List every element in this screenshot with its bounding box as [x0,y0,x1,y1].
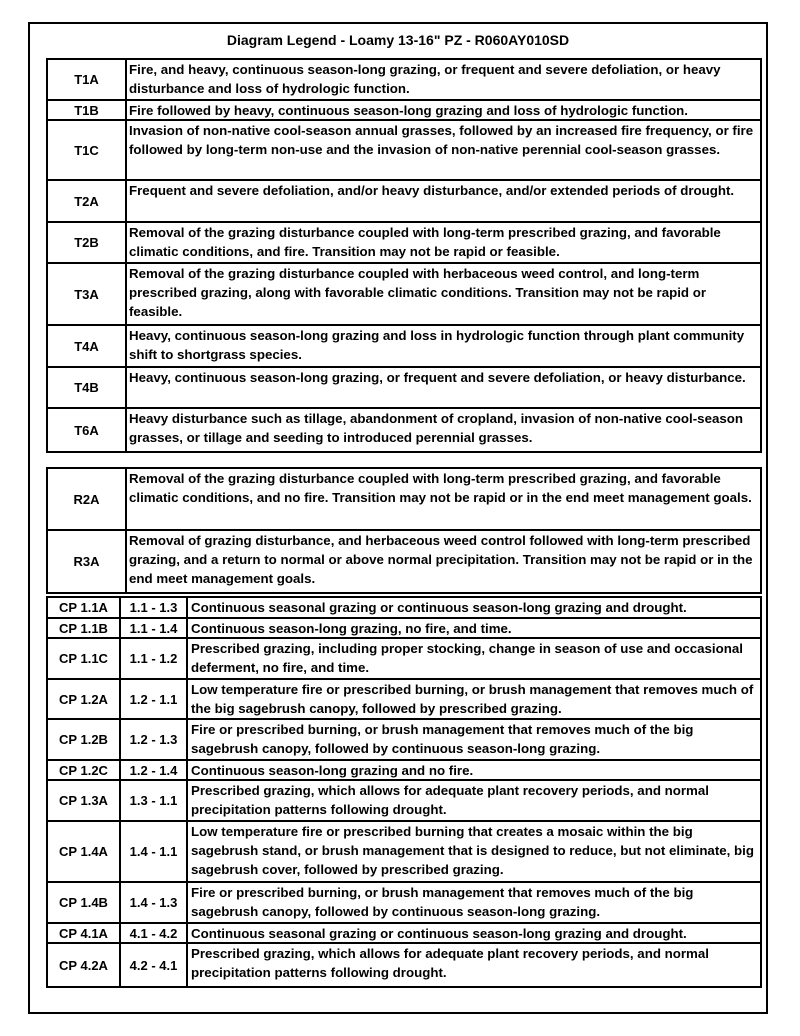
row-description: Invasion of non-native cool-season annual grasses, followed by an increased fire frequency, or fire followed by long-term non-use and the invasion of non-native perennial cool-season grasses. [129,123,754,158]
row-description: Continuous seasonal grazing or continuous season-long grazing and drought. [191,600,687,615]
table-row [48,326,760,368]
row-code: T4A [48,326,127,366]
row-range: 1.2 - 1.3 [121,720,188,759]
table-row [48,101,760,121]
row-code: T2B [48,223,127,262]
row-description: Frequent and severe defoliation, and/or heavy disturbance, and/or extended periods of drought. [129,183,735,198]
table-row [48,619,760,639]
table-row [48,822,760,883]
row-description: Removal of grazing disturbance, and herbaceous weed control followed with long-term prescribed grazing, and a return to normal or above normal precipitation. Transition may not be rapid or in the end meet management goals. [129,533,753,587]
row-description: Heavy disturbance such as tillage, abandonment of cropland, invasion of non-native cool-season grasses, or tillage and seeding to introduced perennial grasses. [129,411,743,446]
row-range: 1.3 - 1.1 [121,781,188,820]
table-row [48,181,760,223]
row-description: Continuous season-long grazing, no fire, and time. [191,621,512,636]
row-description: Low temperature fire or prescribed burning that creates a mosaic within the big sagebrush stand, or brush management that is designed to reduce, but not eliminate, big sagebrush cover, followed by prescribed grazing. [191,824,754,878]
row-description: Heavy, continuous season-long grazing and loss in hydrologic function through plant community shift to shortgrass species. [129,328,745,363]
row-description: Removal of the grazing disturbance coupled with long-term prescribed grazing, and favorable climatic conditions, and fire. Transition may not be rapid or feasible. [129,225,721,260]
row-description: Low temperature fire or prescribed burning, or brush management that removes much of the big sagebrush canopy, followed by prescribed grazing. [191,682,754,717]
row-description: Continuous season-long grazing and no fire. [191,763,474,778]
row-description: Heavy, continuous season-long grazing, or frequent and severe defoliation, or heavy disturbance. [129,370,746,385]
row-range: 1.1 - 1.4 [121,619,188,637]
table-row [48,368,760,409]
row-range: 1.2 - 1.1 [121,680,188,718]
row-range: 1.1 - 1.2 [121,639,188,678]
transitions-table [46,58,762,453]
row-description: Prescribed grazing, including proper stocking, change in season of use and occasional deferment, no fire, and time. [191,641,743,676]
row-description: Removal of the grazing disturbance coupled with herbaceous weed control, and long-term prescribed grazing, along with favorable climatic conditions. Transition may not be rapid or feasible. [129,266,707,320]
row-code: T2A [48,181,127,221]
row-description: Prescribed grazing, which allows for adequate plant recovery periods, and normal precipitation patterns following drought. [191,783,709,818]
row-code: T1A [48,60,127,99]
row-code: T6A [48,409,127,451]
table-row [48,639,760,680]
table-row [48,121,760,181]
table-row [48,409,760,451]
row-range: 1.2 - 1.4 [121,761,188,779]
row-range: 4.1 - 4.2 [121,924,188,942]
row-code: CP 1.4B [48,883,121,922]
row-description: Fire followed by heavy, continuous season-long grazing and loss of hydrologic function. [129,103,689,118]
table-row [48,680,760,720]
table-row [48,720,760,761]
row-code: CP 4.1A [48,924,121,942]
row-code: T1C [48,121,127,179]
table-row [48,223,760,264]
row-code: CP 1.1A [48,598,121,617]
row-code: CP 1.1C [48,639,121,678]
row-code: T1B [48,101,127,119]
row-description: Fire or prescribed burning, or brush management that removes much of the big sagebrush canopy, followed by continuous season-long grazing. [191,722,694,757]
table-row [48,60,760,101]
row-code: T3A [48,264,127,324]
row-code: CP 1.3A [48,781,121,820]
row-range: 1.1 - 1.3 [121,598,188,617]
table-row [48,761,760,781]
row-description: Prescribed grazing, which allows for adequate plant recovery periods, and normal precipitation patterns following drought. [191,946,709,981]
table-row [48,598,760,619]
row-code: R2A [48,469,127,529]
row-code: R3A [48,531,127,592]
table-row [48,883,760,924]
row-range: 1.4 - 1.3 [121,883,188,922]
row-description: Continuous seasonal grazing or continuous season-long grazing and drought. [191,926,687,941]
table-row [48,944,760,986]
table-row [48,781,760,822]
row-range: 1.4 - 1.1 [121,822,188,881]
row-code: CP 1.2B [48,720,121,759]
community-pathways-table [46,596,762,988]
row-code: CP 4.2A [48,944,121,986]
table-row [48,924,760,944]
row-code: CP 1.4A [48,822,121,881]
row-code: CP 1.1B [48,619,121,637]
table-row [48,531,760,592]
table-row [48,469,760,531]
row-code: CP 1.2A [48,680,121,718]
legend-title: Diagram Legend - Loamy 13-16" PZ - R060AY010SD [226,32,570,48]
row-range: 4.2 - 4.1 [121,944,188,986]
row-code: CP 1.2C [48,761,121,779]
row-code: T4B [48,368,127,407]
restorations-table [46,467,762,594]
row-description: Removal of the grazing disturbance coupled with long-term prescribed grazing, and favorable climatic conditions, and no fire. Transition may not be rapid or in the end meet management goals. [129,471,752,506]
table-row [48,264,760,326]
row-description: Fire or prescribed burning, or brush management that removes much of the big sagebrush canopy, followed by continuous season-long grazing. [191,885,694,920]
row-description: Fire, and heavy, continuous season-long grazing, or frequent and severe defoliation, or heavy disturbance and loss of hydrologic function. [129,62,721,97]
